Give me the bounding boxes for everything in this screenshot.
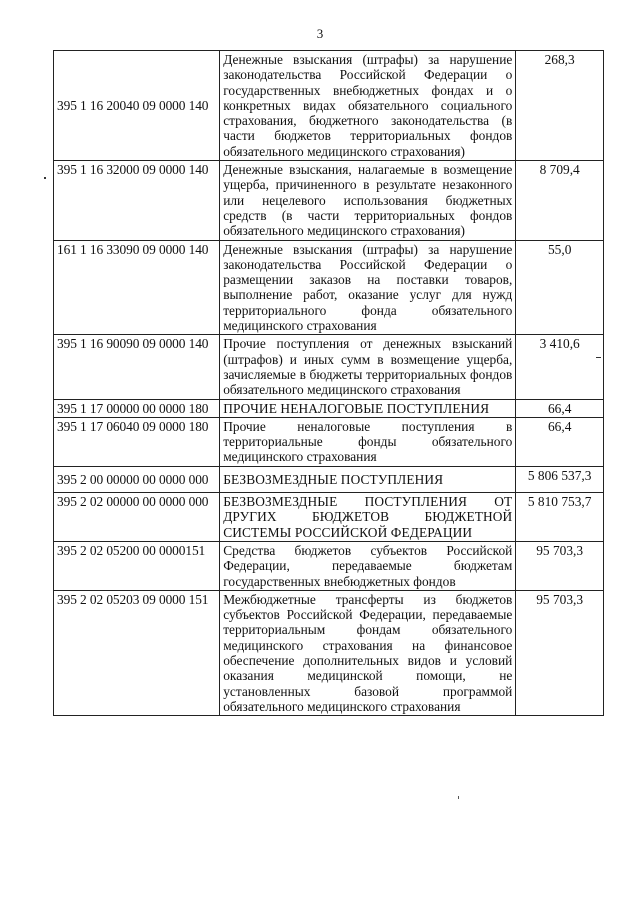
table-row: [54, 240, 604, 335]
revenue-amount-cell: 95 703,3: [516, 541, 604, 590]
revenue-code-cell: 395 2 00 00000 00 0000 000: [54, 466, 220, 492]
revenue-amount-cell: 66,4: [516, 399, 604, 417]
revenue-code-cell: 395 2 02 05200 00 0000151: [54, 541, 220, 590]
revenue-name-cell: БЕЗВОЗМЕЗДНЫЕ ПОСТУПЛЕНИЯ: [220, 466, 516, 492]
table-row: [54, 51, 604, 161]
revenue-code-cell: 161 1 16 33090 09 0000 140: [54, 240, 220, 335]
revenue-code-cell: 395 2 02 00000 00 0000 000: [54, 493, 220, 542]
table-row: [54, 161, 604, 240]
revenue-amount-cell: 5 810 753,7: [516, 493, 604, 542]
revenue-code-cell: 395 1 16 20040 09 0000 140: [54, 51, 220, 161]
revenue-amount-cell: 66,4: [516, 417, 604, 466]
revenue-code-cell: 395 1 17 00000 00 0000 180: [54, 399, 220, 417]
table-row: [54, 335, 604, 399]
revenue-amount-cell: 55,0: [516, 240, 604, 335]
scan-artifact-mark: [458, 796, 459, 799]
table-row: [54, 399, 604, 417]
budget-revenue-table: [53, 50, 604, 716]
revenue-amount-cell: 95 703,3: [516, 590, 604, 715]
revenue-name-cell: Денежные взыскания (штрафы) за нарушение законодательства Российской Федерации о государственных внебюджетных фондах и о конкретных видах обязательного социального страхования, бюджетного законодательства (в части бюджетов территориальных фондов обязательного медицинского страхования): [220, 51, 516, 161]
revenue-code-cell: 395 2 02 05203 09 0000 151: [54, 590, 220, 715]
revenue-name-cell: Денежные взыскания (штрафы) за нарушение законодательства Российской Федерации о размещении заказов на поставки товаров, выполнение работ, оказание услуг для нужд территориального фонда обязательного медицинского страхования: [220, 240, 516, 335]
revenue-name-cell: Прочие неналоговые поступления в территориальные фонды обязательного медицинского страхования: [220, 417, 516, 466]
revenue-name-cell: Средства бюджетов субъектов Российской Федерации, передаваемые бюджетам государственных внебюджетных фондов: [220, 541, 516, 590]
revenue-code-cell: 395 1 16 32000 09 0000 140: [54, 161, 220, 240]
revenue-amount-cell: 268,3: [516, 51, 604, 161]
revenue-amount-cell: 8 709,4: [516, 161, 604, 240]
revenue-amount-cell: 5 806 537,3: [516, 466, 604, 492]
revenue-name-cell: Денежные взыскания, налагаемые в возмещение ущерба, причиненного в результате незаконного или нецелевого использования бюджетных средств (в части территориальных фондов обязательного медицинского страхования): [220, 161, 516, 240]
revenue-name-cell: ПРОЧИЕ НЕНАЛОГОВЫЕ ПОСТУПЛЕНИЯ: [220, 399, 516, 417]
revenue-code-cell: 395 1 17 06040 09 0000 180: [54, 417, 220, 466]
table-row: [54, 493, 604, 542]
revenue-name-cell: БЕЗВОЗМЕЗДНЫЕ ПОСТУПЛЕНИЯ ОТ ДРУГИХ БЮДЖЕТОВ БЮДЖЕТНОЙ СИСТЕМЫ РОССИЙСКОЙ ФЕДЕРАЦИИ: [220, 493, 516, 542]
revenue-amount-cell: 3 410,6: [516, 335, 604, 399]
table-row: [54, 466, 604, 492]
revenue-name-cell: Межбюджетные трансферты из бюджетов субъектов Российской Федерации, передаваемые территориальным фондам обязательного медицинского страхования на финансовое обеспечение дополнительных видов и условий оказания медицинской помощи, не установленных базовой программой обязательного медицинского страхования: [220, 590, 516, 715]
table-row: [54, 417, 604, 466]
revenue-name-cell: Прочие поступления от денежных взысканий (штрафов) и иных сумм в возмещение ущерба, зачисляемые в бюджеты территориальных фондов обязательного медицинского страхования: [220, 335, 516, 399]
scan-artifact-dot: [44, 177, 46, 179]
table-row: [54, 590, 604, 715]
table-row: [54, 541, 604, 590]
page-number: 3: [316, 26, 324, 41]
revenue-code-cell: 395 1 16 90090 09 0000 140: [54, 335, 220, 399]
